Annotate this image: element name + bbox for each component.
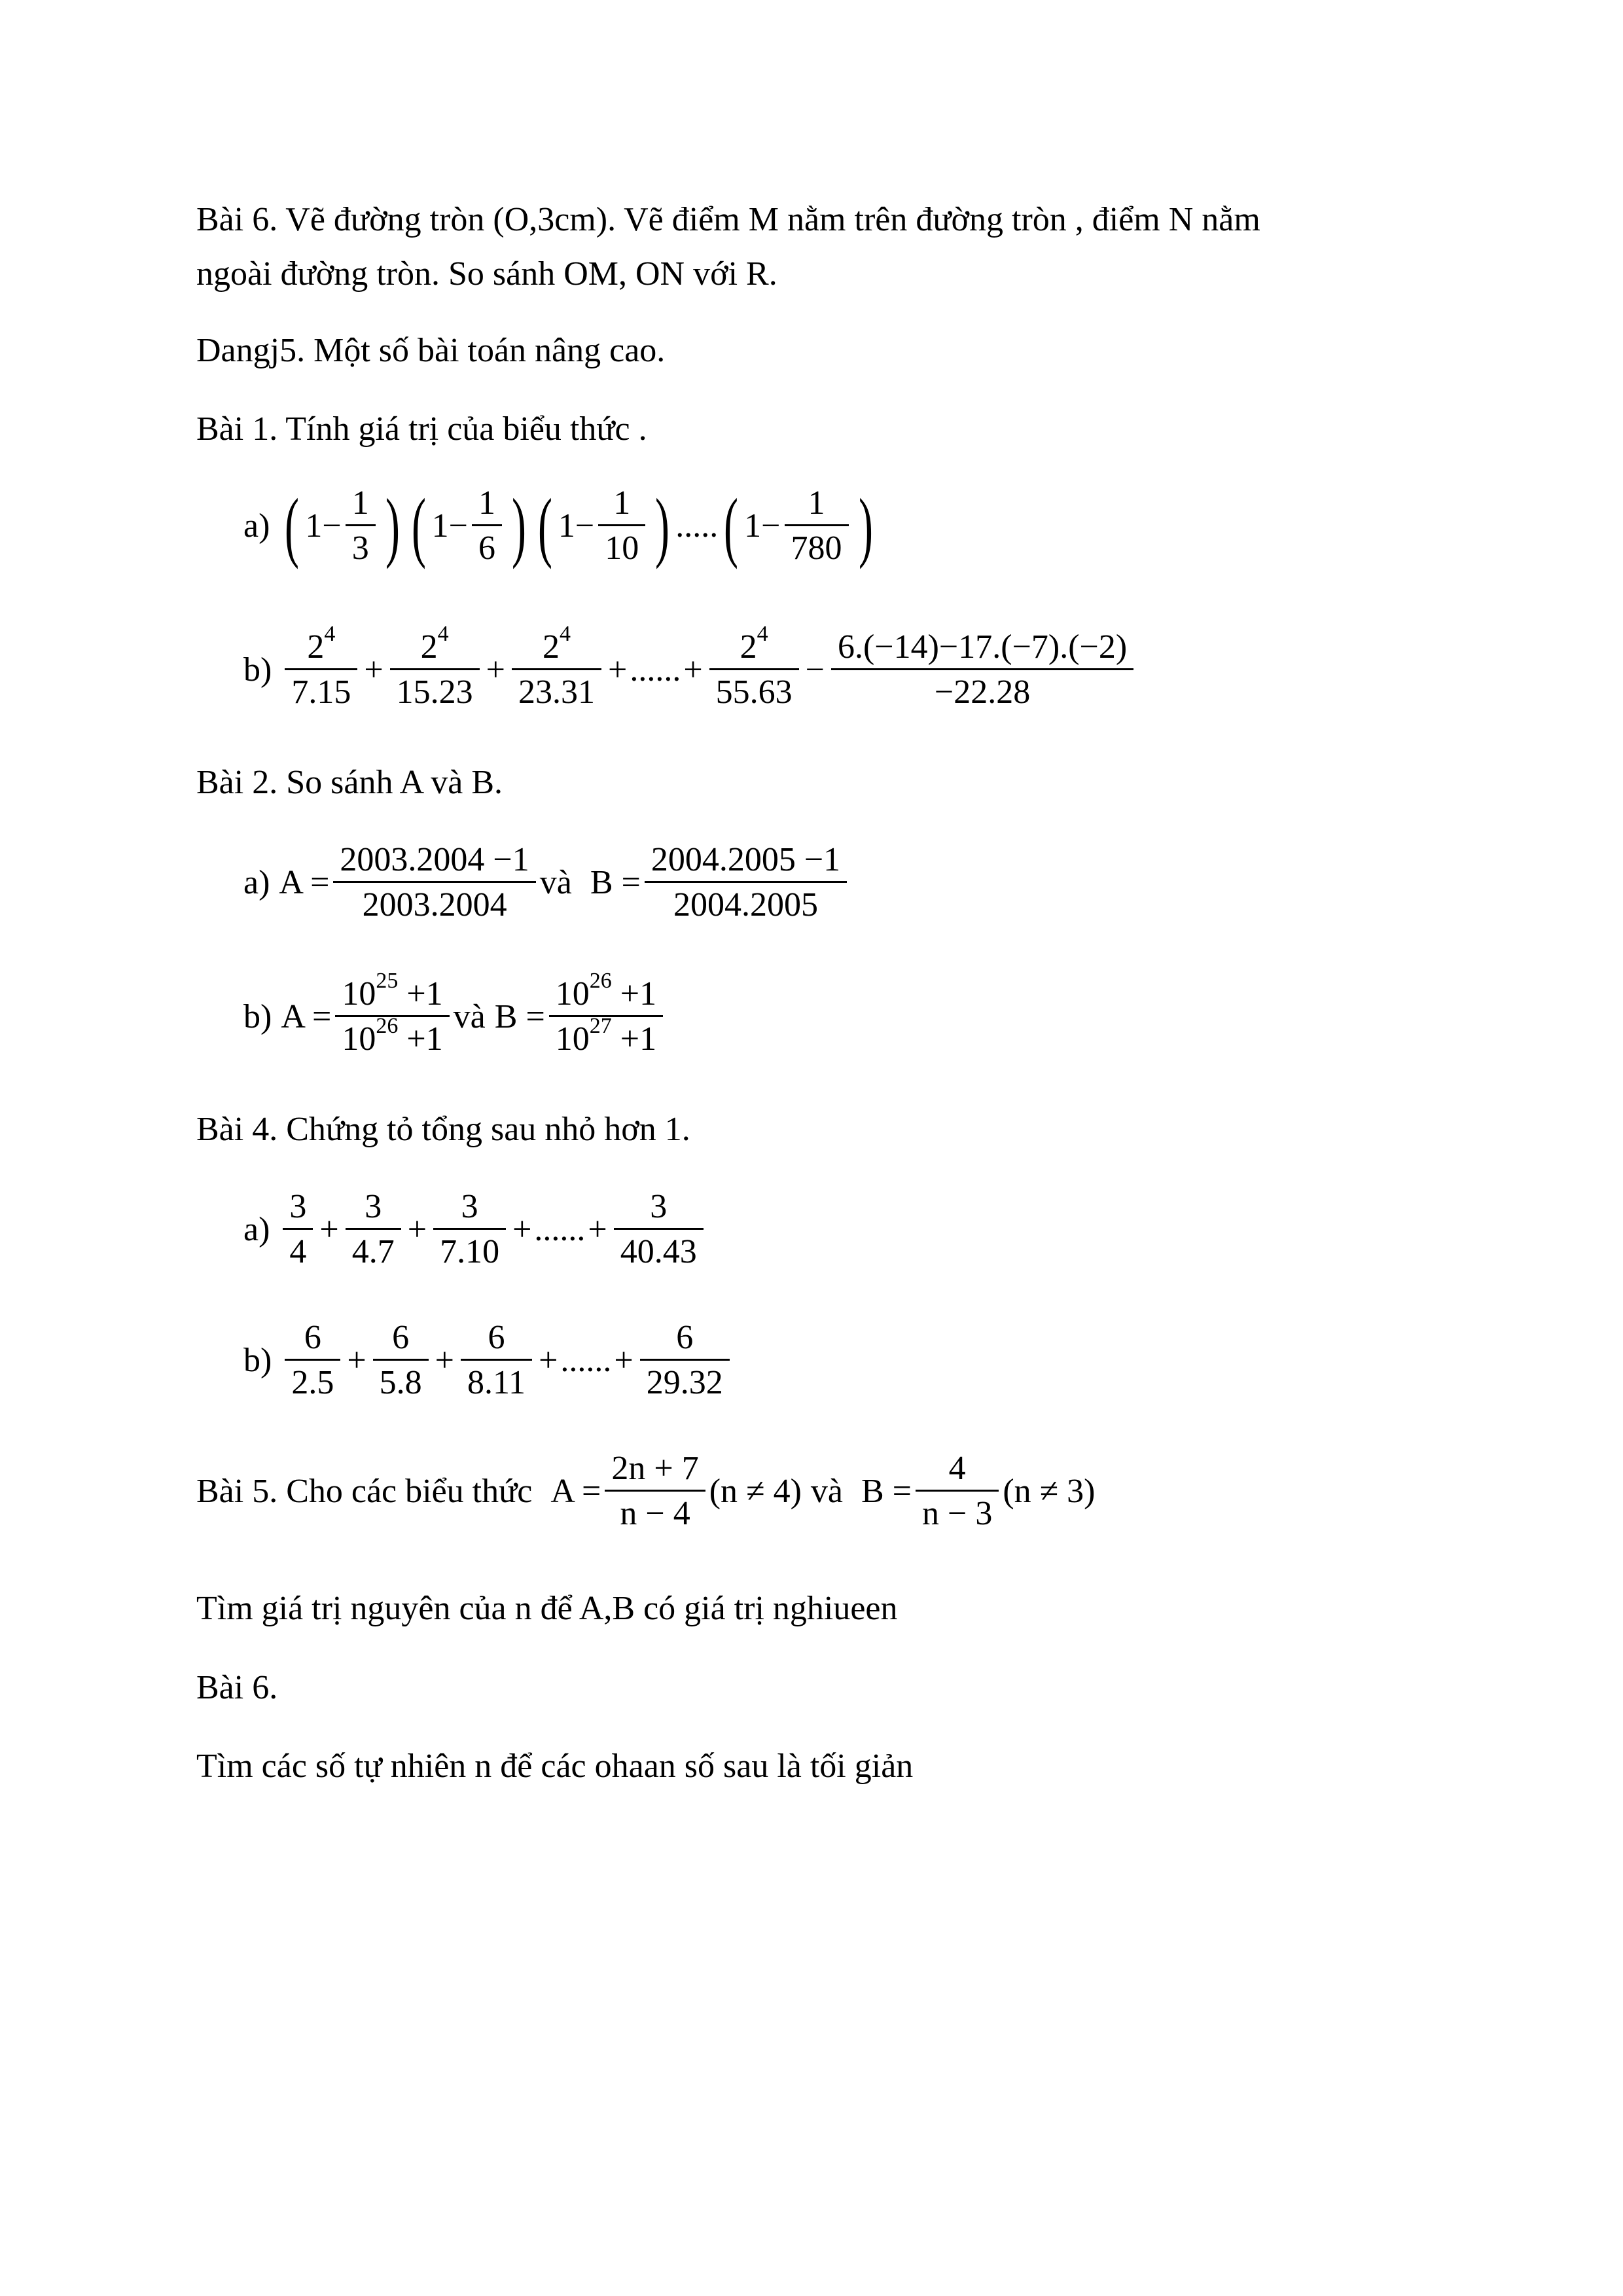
bai2-a-expression: a) A = $\frac{2003.2004 -1}{2003.2004}$ và B = $\frac{2004.2005 -1}{2004.2005}$ (243, 841, 851, 924)
section-heading-dang5: Dangj5. Một số bài toán nâng cao. (196, 332, 666, 369)
bai5-heading: Bài 5. Cho các biểu thức (196, 1472, 533, 1510)
fraction: $\frac{2^4}{7.15}$ (285, 628, 357, 711)
fraction: $\frac{3}{4}$ (283, 1188, 313, 1271)
fraction: $\frac{4}{n - 3}$ (916, 1450, 999, 1533)
bai6b-heading: Bài 6. (196, 1669, 278, 1706)
fraction: $\frac{6}{8.11}$ (461, 1319, 532, 1402)
bai4-a-expression: a) $\frac{3}{4}$ + $\frac{3}{4.7}$ + $\frac{3}{7.10}$ + ...... + $\frac{3}{40.43}$ (243, 1188, 707, 1271)
fraction: $\frac{2004.2005 -1}{2004.2005}$ (645, 841, 847, 924)
bai6-line-2: ngoài đường tròn. So sánh OM, ON với R. (196, 255, 777, 293)
bai2-heading: Bài 2. So sánh A và B. (196, 764, 503, 801)
fraction: $\frac{6.(-14)-17.(-7).(-2)}{-22.28}$ (831, 628, 1133, 711)
bai5-question: Tìm giá trị nguyên của n để A,B có giá trị nghiueen (196, 1590, 898, 1627)
fraction: $\frac{1}{3}$ (346, 484, 376, 567)
fraction: $\frac{6}{29.32}$ (640, 1319, 730, 1402)
fraction: $\frac{10^{25} +1}{10^{26} +1}$ (335, 975, 449, 1058)
fraction: $\frac{6}{2.5}$ (285, 1319, 340, 1402)
bai5-expression: Bài 5. Cho các biểu thức A = $\frac{2n + 7}{n - 4}$ (n ≠ 4) và B = $\frac{4}{n - 3}$ (n ≠ 3) (196, 1450, 1096, 1533)
fraction: $\frac{6}{5.8}$ (373, 1319, 429, 1402)
fraction: $\frac{10^{26} +1}{10^{27} +1}$ (549, 975, 663, 1058)
bai6b-question: Tìm các số tự nhiên n để các ohaan số sau là tối giản (196, 1748, 914, 1785)
label-b: b) (243, 651, 272, 689)
fraction: $\frac{1}{6}$ (472, 484, 502, 567)
bai2-b-expression: b) A = $\frac{10^{25} +1}{10^{26} +1}$ và B = $\frac{10^{26} +1}{10^{27} +1}$ (243, 975, 667, 1058)
fraction: $\frac{3}{4.7}$ (346, 1188, 401, 1271)
fraction: $\frac{1}{780}$ (785, 484, 849, 567)
bai6-line-1: Bài 6. Vẽ đường tròn (O,3cm). Vẽ điểm M nằm trên đường tròn , điểm N nằm (196, 201, 1260, 238)
fraction: $\frac{3}{40.43}$ (614, 1188, 704, 1271)
bai4-heading: Bài 4. Chứng tỏ tổng sau nhỏ hơn 1. (196, 1111, 690, 1148)
bai1-a-expression: a) ( 1 − $\frac{1}{3}$ ) ( 1 − $\frac{1}{6}$ ) ( 1 − $\frac{1}{10}$ ) ..... ( 1 − $\frac{1}{780}$ ) (243, 482, 873, 569)
fraction: $\frac{1}{10}$ (598, 484, 645, 567)
fraction: $\frac{2^4}{55.63}$ (709, 628, 799, 711)
fraction: $\frac{2n + 7}{n - 4}$ (605, 1450, 705, 1533)
fraction: $\frac{2^4}{15.23}$ (390, 628, 480, 711)
fraction: $\frac{2^4}{23.31}$ (512, 628, 601, 711)
fraction: $\frac{2003.2004 -1}{2003.2004}$ (333, 841, 535, 924)
bai4-b-expression: b) $\frac{6}{2.5}$ + $\frac{6}{5.8}$ + $\frac{6}{8.11}$ + ...... + $\frac{6}{29.32}$ (243, 1319, 734, 1402)
fraction: $\frac{3}{7.10}$ (433, 1188, 506, 1271)
bai1-b-expression: b) $\frac{2^4}{7.15}$ + $\frac{2^4}{15.23}$ + $\frac{2^4}{23.31}$ + ...... + $\frac{2^4}{55.63}$ − $\frac{6.(-14)-17.(-7).(-2)}{-22.28}$ (243, 628, 1137, 711)
bai1-heading: Bài 1. Tính giá trị của biểu thức . (196, 410, 647, 448)
label-a: a) (243, 507, 270, 545)
